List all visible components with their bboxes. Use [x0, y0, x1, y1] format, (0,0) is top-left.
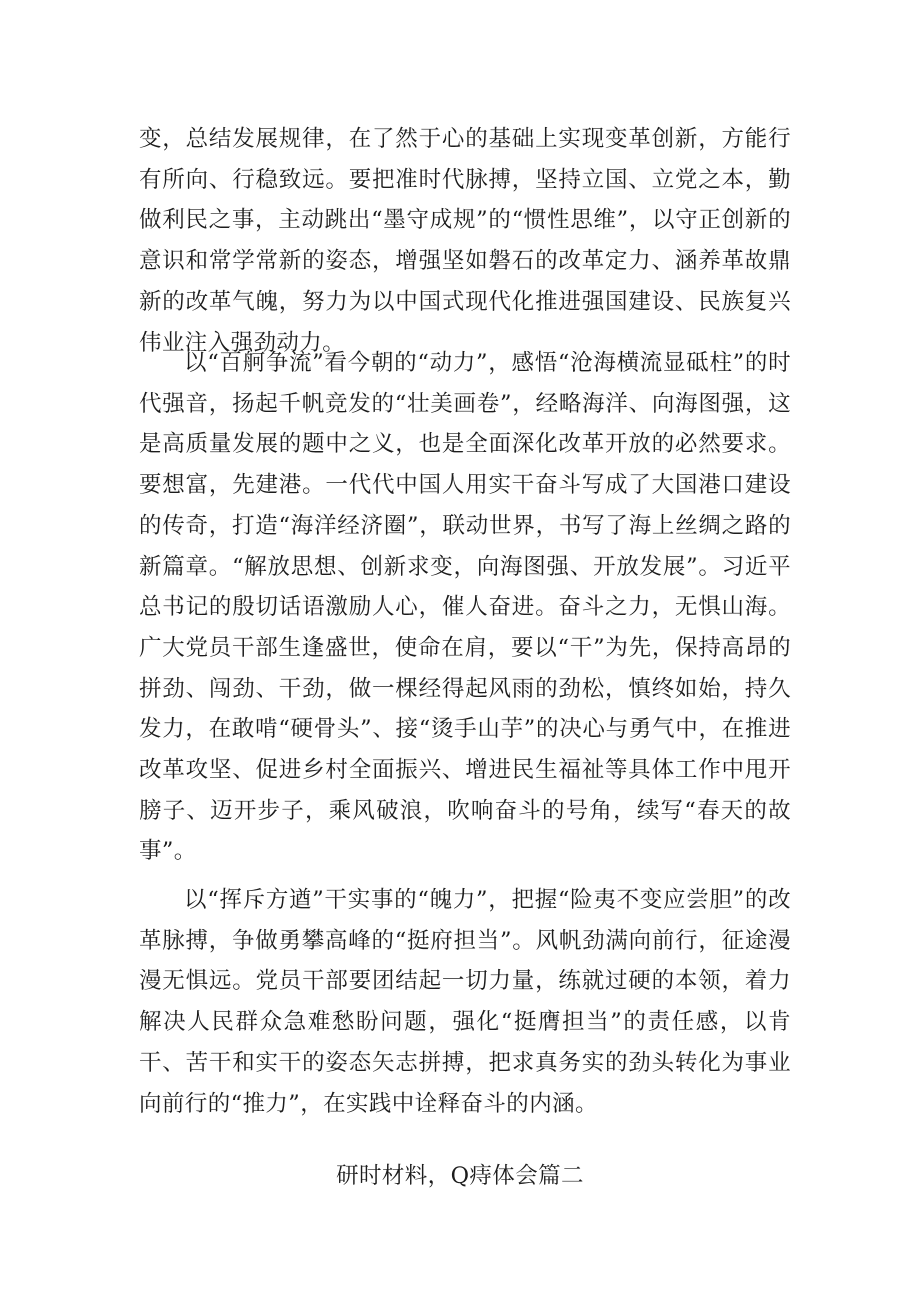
paragraph-3: 以“挥斥方遒”干实事的“魄力”，把握“险夷不变应尝胆”的改革脉搏，争做勇攀高峰的“挺府担当”。风帆劲满向前行，征途漫漫无惧远。党员干部要团结起一切力量，练就过硬的本领，着力解决人民群众急难愁盼问题，强化“挺膺担当”的责任感，以肯干、苦干和实干的姿态矢志拼搏，把求真务实的劲头转化为事业向前行的“推力”，在实践中诠释奋斗的内涵。 — [139, 887, 791, 1117]
paragraph-2: 以“百舸争流”看今朝的“动力”，感悟“沧海横流显砥柱”的时代强音，扬起千帆竞发的“壮美画卷”，经略海洋、向海图强，这是高质量发展的题中之义，也是全面深化改革开放的必然要求。要想富，先建港。一代代中国人用实干奋斗写成了大国港口建设的传奇，打造“海洋经济圈”，联动世界，书写了海上丝绸之路的新篇章。“解放思想、创新求变，向海图强、开放发展”。习近平总书记的殷切话语激励人心，催人奋进。奋斗之力，无惧山海。广大党员干部生逢盛世，使命在肩，要以“干”为先，保持高昂的拼劲、闯劲、干劲，做一棵经得起风雨的劲松，慎终如始，持久发力，在敢啃“硬骨头”、接“烫手山芋”的决心与勇气中，在推进改革攻坚、促进乡村全面振兴、增进民生福祉等具体工作中甩开膀子、迈开步子，乘风破浪，吹响奋斗的号角，续写“春天的故事”。 — [139, 350, 791, 865]
paragraph-1: 变，总结发展规律，在了然于心的基础上实现变革创新，方能行有所向、行稳致远。要把准时代脉搏，坚持立国、立党之本，勤做利民之事，主动跳出“墨守成规”的“惯性思维”，以守正创新的意识和常学常新的姿态，增强坚如磐石的改革定力、涵养革故鼎新的改革气魄，努力为以中国式现代化推进强国建设、民族复兴伟业注入强劲动力。 — [139, 126, 791, 356]
section-heading: 研时材料，Q痔体会篇二 — [336, 1163, 584, 1189]
